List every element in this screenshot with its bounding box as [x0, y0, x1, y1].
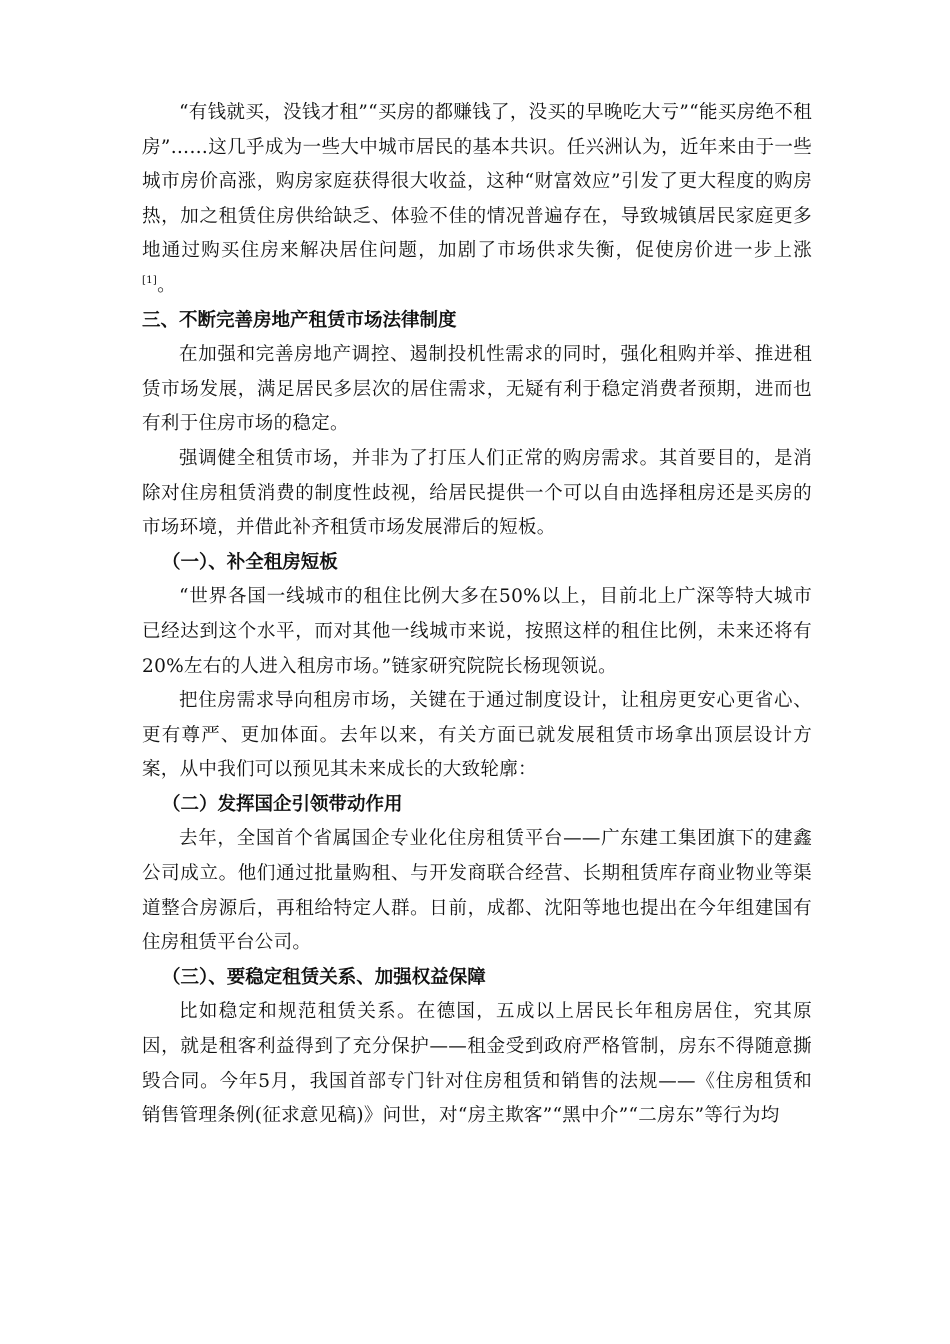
subsection-heading-1: （一）、补全租房短板 — [162, 551, 338, 573]
citation-reference: [1] — [142, 274, 158, 286]
paragraph-housing-consensus — [142, 96, 812, 304]
subsection-heading-3: （三）、要稳定租赁关系、加强权益保障 — [162, 966, 486, 988]
paragraph-text: “有钱就买，没钱才租”“买房的都赚钱了，没买的早晚吃大亏”“能买房绝不租房”……这几乎成为一些大中城市居民的基本共识。任兴洲认为，近年来由于一些城市房价高涨，购房家庭获得很大收益，这种“财富效应”引发了更大程度的购房热，加之租赁住房供给缺乏、体验不佳的情况普遍存在，导致城镇居民家庭更多地通过购买住房来解决居住问题，加剧了市场供求失衡，促使房价进一步上涨 — [142, 102, 812, 262]
paragraph-rental-purpose: 强调健全租赁市场，并非为了打压人们正常的购房需求。其首要目的，是消除对住房租赁消费的制度性歧视，给居民提供一个可以自由选择租房还是买房的市场环境，并借此补齐租赁市场发展滞后的短板。 — [142, 447, 812, 539]
paragraph-end-punctuation: 。 — [157, 274, 176, 296]
paragraph-system-design: 把住房需求导向租房市场，关键在于通过制度设计，让租房更安心更省心、更有尊严、更加体面。去年以来，有关方面已就发展租赁市场拿出顶层设计方案，从中我们可以预见其未来成长的大致轮廓： — [142, 690, 812, 781]
paragraph-tenant-protection: 比如稳定和规范租赁关系。在德国，五成以上居民长年租房居住，究其原因，就是租客利益得到了充分保护——租金受到政府严格管制，房东不得随意撕毁合同。今年5月，我国首部专门针对住房租赁和销售的法规——《住房租赁和销售管理条例(征求意见稿)》问世，对“房主欺客”“黑中介”“二房东”等行为均 — [142, 1001, 812, 1127]
document-body — [142, 96, 812, 1134]
paragraph-rental-ratio-quote: “世界各国一线城市的租住比例大多在50%以上，目前北上广深等特大城市已经达到这个水平，而对其他一线城市来说，按照这样的租住比例，未来还将有20%左右的人进入租房市场。”链家研究院院长杨现领说。 — [142, 586, 812, 677]
paragraph-rental-development: 在加强和完善房地产调控、遏制投机性需求的同时，强化租购并举、推进租赁市场发展，满足居民多层次的居住需求，无疑有利于稳定消费者预期，进而也有利于住房市场的稳定。 — [142, 344, 812, 435]
section-heading-3: 三、不断完善房地产租赁市场法律制度 — [142, 309, 457, 331]
paragraph-state-enterprise: 去年，全国首个省属国企专业化住房租赁平台——广东建工集团旗下的建鑫公司成立。他们通过批量购租、与开发商联合经营、长期租赁库存商业物业等渠道整合房源后，再租给特定人群。日前，成都、沈阳等地也提出在今年组建国有住房租赁平台公司。 — [142, 828, 812, 954]
subsection-heading-2: （二）发挥国企引领带动作用 — [162, 793, 403, 815]
